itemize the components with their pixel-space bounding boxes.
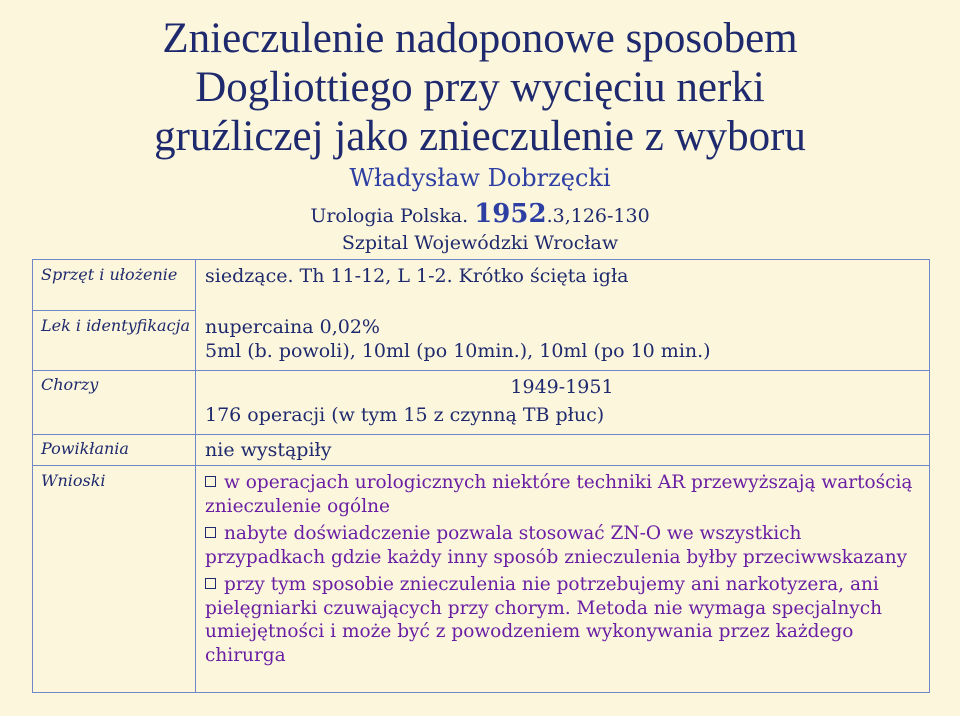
list-item	[205, 471, 925, 518]
slide-title	[0, 14, 960, 161]
complications-value: nie wystąpiły	[205, 439, 332, 461]
title-line-3: gruźliczej jako znieczulenie z wyboru	[154, 113, 806, 160]
label-patients: Chorzy	[41, 375, 99, 394]
drug-line-2: 5ml (b. powoli), 10ml (po 10min.), 10ml (po 10 min.)	[205, 340, 711, 362]
checkbox-bullet-icon	[205, 578, 216, 589]
author: Władysław Dobrzęcki	[349, 164, 611, 192]
drug-line-1: nupercaina 0,02%	[205, 316, 380, 338]
label-drug: Lek i identyfikacja	[41, 316, 191, 335]
title-line-1: Znieczulenie nadoponowe sposobem	[162, 15, 798, 62]
conclusion-text: nabyte doświadczenie pozwala stosować ZN-O we wszystkich przypadkach gdzie każdy inny sposób znieczulenia byłby przeciwwskazany	[205, 523, 908, 568]
row-divider	[33, 465, 929, 466]
patients-years: 1949-1951	[510, 376, 614, 398]
column-divider	[195, 260, 196, 692]
conclusions-list	[205, 471, 925, 671]
row-divider	[33, 434, 929, 435]
equipment-value: siedzące. Th 11-12, L 1-2. Krótko ścięta igła	[205, 265, 629, 287]
conclusion-text: w operacjach urologicznych niektóre techniki AR przewyższają wartością znieczulenie ogólne	[205, 472, 913, 517]
checkbox-bullet-icon	[205, 476, 216, 487]
list-item	[205, 522, 925, 569]
list-item	[205, 573, 925, 667]
patients-count: 176 operacji (w tym 15 z czynną TB płuc)	[205, 404, 605, 426]
label-conclusions: Wnioski	[41, 471, 106, 490]
summary-table	[32, 259, 930, 693]
row-divider	[33, 370, 929, 371]
row-divider	[33, 310, 195, 311]
source-citation	[0, 201, 960, 229]
journal: Urologia Polska.	[310, 205, 469, 227]
pages: .3,126-130	[546, 205, 650, 227]
label-complications: Powikłania	[41, 439, 129, 458]
label-equipment: Sprzęt i ułożenie	[41, 265, 178, 284]
conclusion-text: przy tym sposobie znieczulenia nie potrzebujemy ani narkotyzera, ani pielęgniarki czuwających przy chorym. Metoda nie wymaga specjalnych umiejętności i może być z powodzeniem wykonywania przez każdego chirurga	[205, 574, 882, 666]
title-line-2: Dogliottiego przy wycięciu nerki	[195, 64, 765, 111]
hospital: Szpital Wojewódzki Wrocław	[341, 232, 619, 254]
checkbox-bullet-icon	[205, 527, 216, 538]
year: 1952	[474, 199, 547, 229]
